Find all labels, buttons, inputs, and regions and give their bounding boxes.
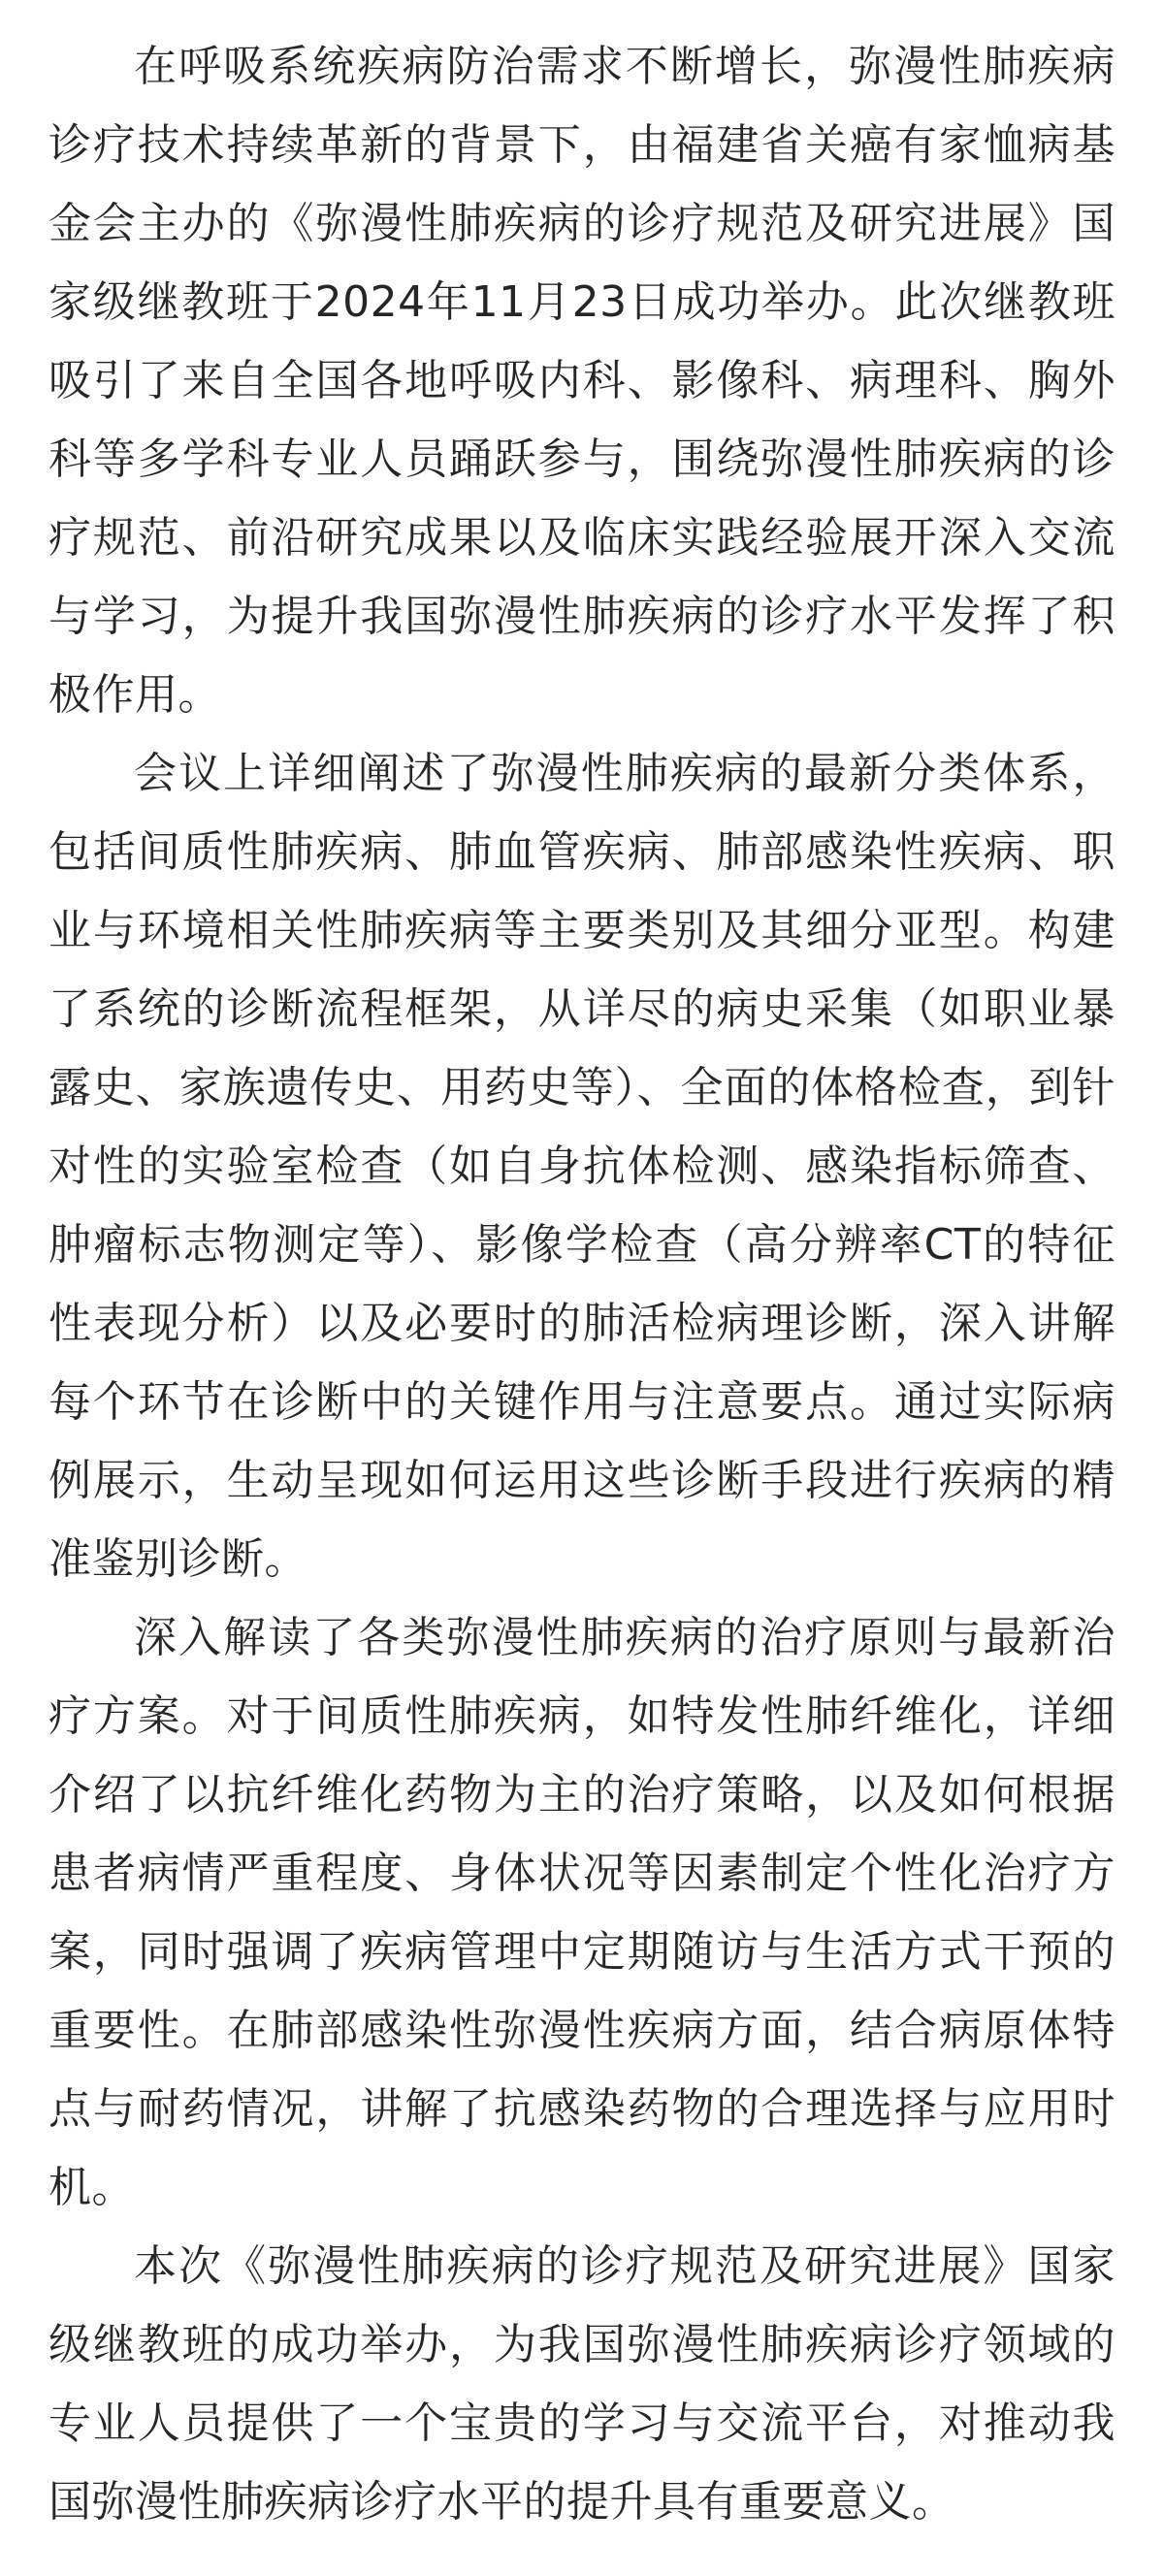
paragraph-treatment: 深入解读了各类弥漫性肺疾病的治疗原则与最新治疗方案。对于间质性肺疾病，如特发性肺纤维化，详细介绍了以抗纤维化药物为主的治疗策略，以及如何根据患者病情严重程度、身体状况等因素制定个性化治疗方案，同时强调了疾病管理中定期随访与生活方式干预的重要性。在肺部感染性弥漫性疾病方面，结合病原体特点与耐药情况，讲解了抗感染药物的合理选择与应用时机。 [48, 1613, 1116, 2212]
paragraph-conclusion: 本次《弥漫性肺疾病的诊疗规范及研究进展》国家级继教班的成功举办，为我国弥漫性肺疾病诊疗领域的专业人员提供了一个宝贵的学习与交流平台，对推动我国弥漫性肺疾病诊疗水平的提升具有重要意义。 [48, 2241, 1116, 2527]
article-body [48, 27, 1116, 2541]
paragraph-intro: 在呼吸系统疾病防治需求不断增长，弥漫性肺疾病诊疗技术持续革新的背景下，由福建省关癌有家恤病基金会主办的《弥漫性肺疾病的诊疗规范及研究进展》国家级继教班于2024年11月23日成功举办。此次继教班吸引了来自全国各地呼吸内科、影像科、病理科、胸外科等多学科专业人员踊跃参与，围绕弥漫性肺疾病的诊疗规范、前沿研究成果以及临床实践经验展开深入交流与学习，为提升我国弥漫性肺疾病的诊疗水平发挥了积极作用。 [48, 42, 1116, 720]
paragraph-diagnosis: 会议上详细阐述了弥漫性肺疾病的最新分类体系，包括间质性肺疾病、肺血管疾病、肺部感染性疾病、职业与环境相关性肺疾病等主要类别及其细分亚型。构建了系统的诊断流程框架，从详尽的病史采集（如职业暴露史、家族遗传史、用药史等）、全面的体格检查，到针对性的实验室检查（如自身抗体检测、感染指标筛查、肿瘤标志物测定等）、影像学检查（高分辨率CT的特征性表现分析）以及必要时的肺活检病理诊断，深入讲解每个环节在诊断中的关键作用与注意要点。通过实际病例展示，生动呈现如何运用这些诊断手段进行疾病的精准鉴别诊断。 [48, 749, 1116, 1584]
